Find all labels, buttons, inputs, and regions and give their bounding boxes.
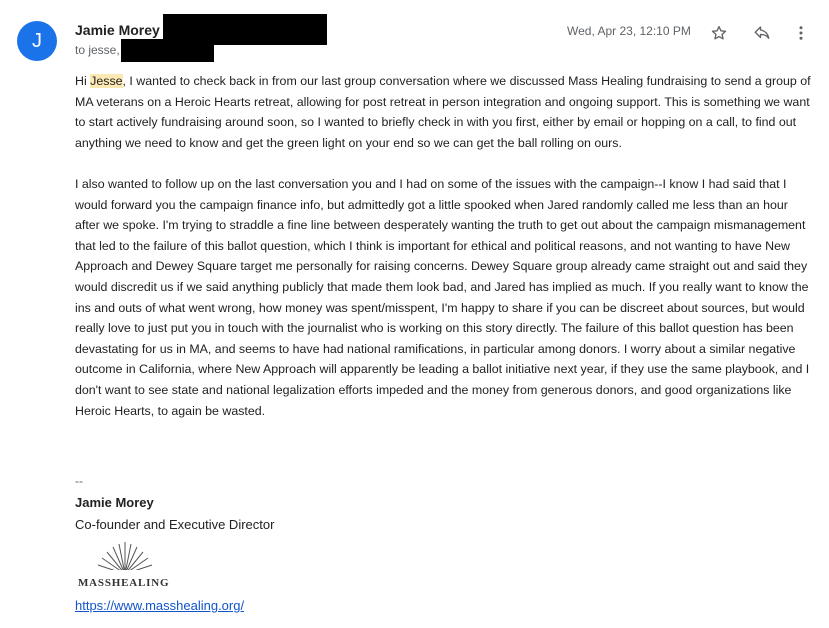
more-options-button[interactable]: [790, 22, 812, 44]
redacted-recipient-block: [121, 39, 214, 62]
sender-avatar[interactable]: J: [17, 21, 57, 61]
recipient-line[interactable]: to jesse,: [75, 43, 120, 57]
greeting: Hi: [75, 74, 91, 88]
message-body: [75, 71, 815, 442]
star-icon: [710, 24, 728, 42]
more-vertical-icon: [792, 24, 810, 42]
signature-separator: --: [75, 474, 83, 488]
signature-name: Jamie Morey: [75, 495, 154, 510]
reply-button[interactable]: [751, 22, 773, 44]
sender-name: Jamie Morey: [75, 22, 160, 38]
paragraph-1: [75, 71, 815, 153]
highlighted-recipient-name: Jesse: [90, 74, 123, 88]
website-link[interactable]: https://www.masshealing.org/: [75, 598, 245, 613]
signature-title: Co-founder and Executive Director: [75, 517, 275, 532]
reply-icon: [753, 24, 771, 42]
star-button[interactable]: [708, 22, 730, 44]
paragraph-2: I also wanted to follow up on the last conversation you and I had on some of the issues with the campaign--I know I had said that I would forward you the campaign finance info, but admittedly got a little spooked when Jared randomly called me less than an hour after we spoke. I'm trying to straddle a fine line between desperately wanting the truth to get out about the campaign mismanagement that led to the failure of this ballot question, which I think is important for ethical and political reasons, and not wanting to have New Approach and Dewey Square target me personally for raising concerns. Dewey Square group already came straight out and said they would discredit us if we said anything publicly that made them look bad, and Jared has implied as much. If you really want to know the ins and outs of what went wrong, how money was spent/misspent, I'm happy to share if you can be discreet about sources, but would really love to just put you in touch with the journalist who is working on this story directly. The failure of this ballot question has been devastating for us in MA, and seems to have had national ramifications, in particular among donors. I worry about a similar negative outcome in California, where New Approach will apparently be leading a ballot initiative next year, if they use the same playbook, and I don't want to see state and national legalization efforts impeded and the money from generous donors, and good organizations like Heroic Hearts, to again be wasted.: [75, 176, 810, 418]
message-date: Wed, Apr 23, 12:10 PM: [567, 24, 691, 38]
paragraph-1-text: , I wanted to check back in from our last group conversation where we discussed Mass Healing fundraising to send a group of MA veterans on a Heroic Hearts retreat, allowing for post retreat in person integration and ongoing support. This is something we want to start actively fundraising around soon, so I wanted to briefly check in with you first, either by email or hopping on a call, to find out anything we need to know and get the green light on your end so we can get the ball rolling on ours.: [75, 74, 811, 150]
logo-wordmark: MASSHEALING: [78, 577, 170, 589]
